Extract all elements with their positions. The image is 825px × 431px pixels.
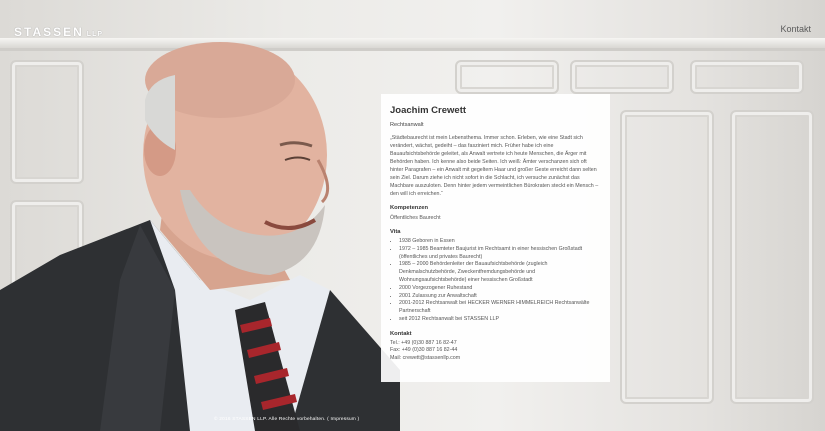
logo-main: STASSEN <box>14 25 84 39</box>
portrait-photo <box>0 40 400 431</box>
vita-list <box>390 238 601 324</box>
vita-heading: Vita <box>390 229 401 235</box>
vita-item: • 1985 – 2000 Behördenleiter der Bauaufsichtsbehörde (zugleich Denkmalschutzbehörde, Zweckentfremdungsbehörde und Wohnungsaufsichtsbehörde) einer hessischen Großstadt <box>399 261 601 284</box>
vita-item: • 1972 – 1985 Beamteter Baujurist im Rechtsamt in einer hessischen Großstadt (öffentliches und privates Baurecht) <box>399 246 601 262</box>
contact-phone: Tel.: +49 (0)30 887 16 82-47 <box>390 339 457 346</box>
competencies-heading: Kompetenzen <box>390 205 429 211</box>
logo-suffix: LLP <box>86 31 104 38</box>
vita-item: • 2001 Zulassung zur Anwaltschaft <box>399 293 601 301</box>
vita-item: • 1938 Geboren in Essen <box>399 238 601 246</box>
profile-quote: „Städtebaurecht ist mein Lebensthema. Immer schon. Erleben, wie eine Stadt sich verändert, wächst, gedeiht – das fasziniert mich. Früher habe ich eine Bauaufsichtsbehörde geleitet, als Anwalt vertrete ich heute Menschen, die Ärger mit Behörden haben. Ich kenne also beide Seiten. Ich weiß: Ämter verschanzen sich oft hinter Paragrafen – ein Anwalt mit gegeltem Haar und großer Geste erreicht dann selten sein Ziel. Darum ziehe ich nicht sofort in die Schlacht, ich versuche zunächst das Machbare auszuloten. Denn hinter jedem vermeintlichen Bürokraten steckt ein Mensch – den will ich erreichen.“ <box>390 135 599 197</box>
contact-heading: Kontakt <box>390 330 412 337</box>
profile-name: Joachim Crewett <box>390 105 467 116</box>
wall-panel <box>690 60 804 94</box>
wall-panel <box>620 110 714 404</box>
wall-panel <box>730 110 814 404</box>
profile-role: Rechtsanwalt <box>390 122 424 128</box>
vita-item: • 2000 Vorgezogener Ruhestand <box>399 285 601 293</box>
profile-card <box>381 94 610 382</box>
contact-fax: Fax: +49 (0)30 887 16 82-44 <box>390 347 458 354</box>
wall-panel <box>570 60 674 94</box>
nav-kontakt-link[interactable]: Kontakt <box>780 24 811 34</box>
competencies-text: Öffentliches Baurecht <box>390 215 441 221</box>
footer-copyright[interactable]: © 2016 STASSEN LLP. Alle Rechte vorbehalten. ( Impressum ) <box>214 417 360 422</box>
contact-mail-link[interactable]: Mail: crewett@stassenllp.com <box>390 354 461 361</box>
wall-panel <box>455 60 559 94</box>
site-logo[interactable] <box>14 25 103 39</box>
vita-item: • 2001-2012 Rechtsanwalt bei HECKER WERNER HIMMELREICH Rechtsanwälte Partnerschaft <box>399 300 601 316</box>
vita-item: • seit 2012 Rechtsanwalt bei STASSEN LLP <box>399 316 601 324</box>
